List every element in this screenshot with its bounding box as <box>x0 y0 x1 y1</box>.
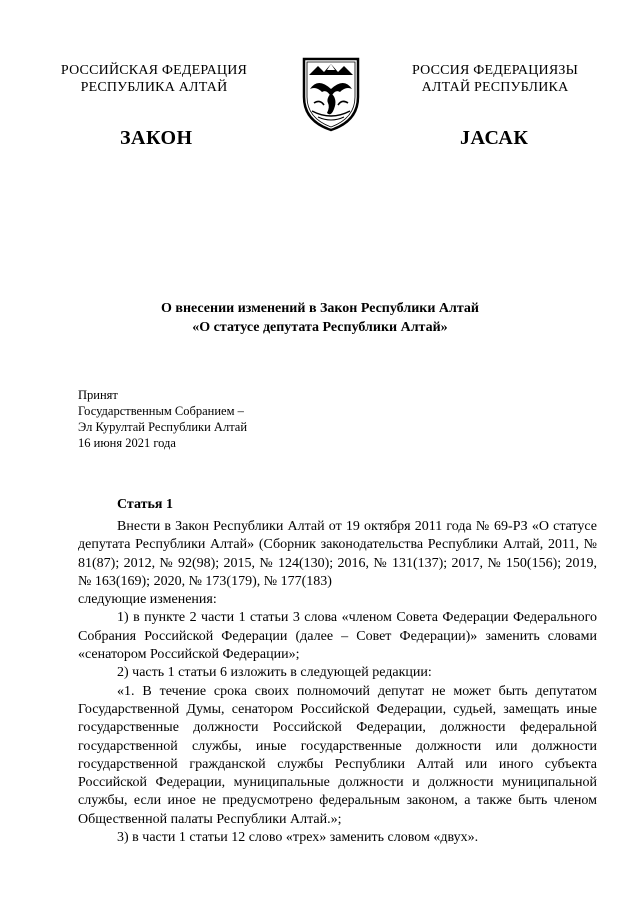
law-title-russian: ЗАКОН <box>120 127 193 149</box>
article-paragraph: 1) в пункте 2 части 1 статьи 3 слова «членом Совета Федерации Федерального Собрания Российской Федерации (далее – Совет Федерации)» заменить словами «сенатором Российской Федерации»; <box>78 610 597 663</box>
header-left-line2: РЕСПУБЛИКА АЛТАЙ <box>80 80 228 95</box>
adoption-block <box>78 387 247 451</box>
header-left-block <box>54 62 254 96</box>
coat-of-arms-icon <box>300 55 362 133</box>
article-paragraph: 2) часть 1 статьи 6 изложить в следующей редакции: <box>117 665 432 681</box>
article-heading: Статья 1 <box>117 497 173 512</box>
article-paragraph: 3) в части 1 статьи 12 слово «трех» заменить словом «двух». <box>117 830 479 846</box>
article-paragraph: Внести в Закон Республики Алтай от 19 октября 2011 года № 69-РЗ «О статусе депутата Республики Алтай» (Сборник законодательства Республики Алтай, 2011, № 81(87); 2012, № 92(98); 2015, № 124(130); 2016, № 131(137); 2017, № 150(156); 2019, № 163(169); 2020, № 173(179), № 177(183) <box>78 519 597 589</box>
article-paragraph: «1. В течение срока своих полномочий депутат не может быть депутатом Государственной Думы, сенатором Российской Федерации, судьей, замещать иные государственные должности Российской Федерации, должности федеральной государственной службы, иные государственные должности или должности государственной гражданской службы Республики Алтай или иного субъекта Российской Федерации, муниципальные должности и должности муниципальной службы, если иное не предусмотрено федеральным законом, а также быть членом Общественной палаты Республики Алтай.»; <box>78 683 597 827</box>
article-paragraph: следующие изменения: <box>78 592 217 608</box>
adopted-line3: Эл Курултай Республики Алтай <box>78 420 248 434</box>
header-right-line1: РОССИЯ ФЕДЕРАЦИЯЗЫ <box>411 63 579 78</box>
header-right-line2: АЛТАЙ РЕСПУБЛИКА <box>421 80 569 95</box>
adopted-date: 16 июня 2021 года <box>78 436 176 450</box>
header-right-block <box>390 62 600 96</box>
title-line2: «О статусе депутата Республики Алтай» <box>192 320 448 335</box>
header-left-line1: РОССИЙСКАЯ ФЕДЕРАЦИЯ <box>60 63 248 78</box>
adopted-line2: Государственным Собранием – <box>78 404 244 418</box>
article-body <box>78 518 597 847</box>
law-title-altai: ЈАСАК <box>460 127 529 149</box>
title-line1: О внесении изменений в Закон Республики Алтай <box>161 301 479 316</box>
document-title <box>0 299 640 337</box>
adopted-line1: Принят <box>78 388 118 402</box>
